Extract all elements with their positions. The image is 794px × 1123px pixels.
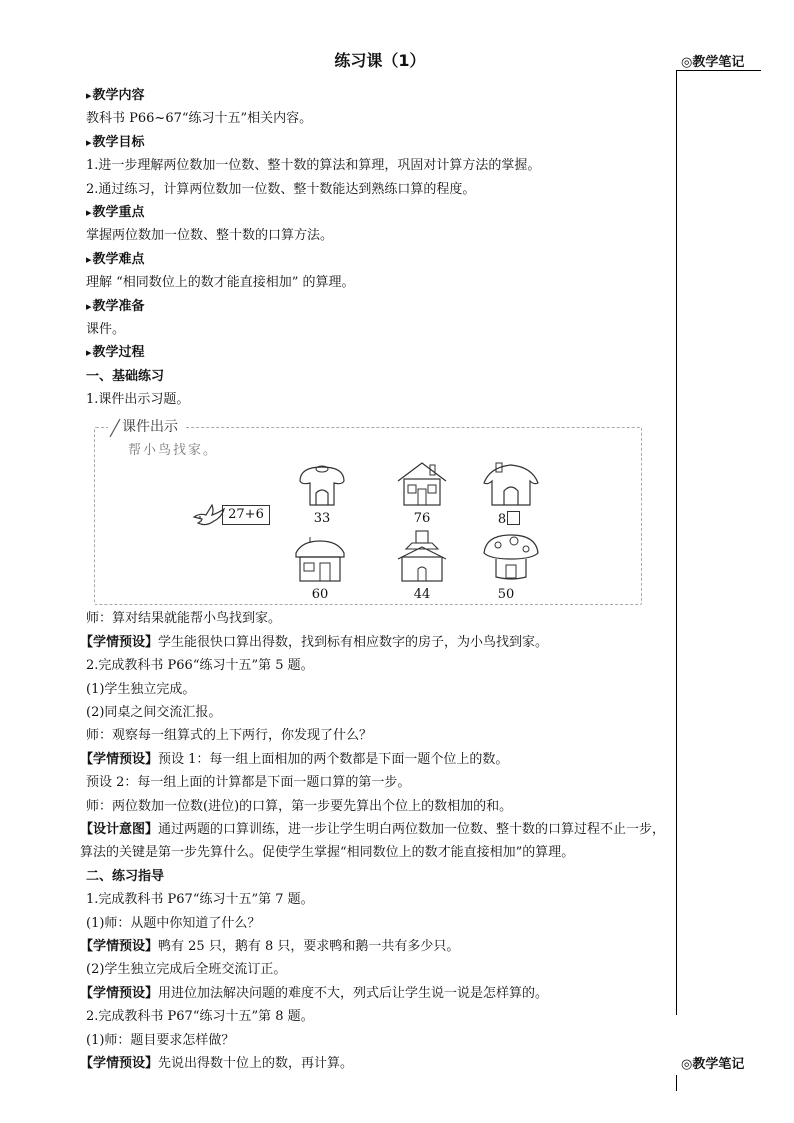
house-label-3 <box>474 511 544 527</box>
key-text: 掌握两位数加一位数、整十数的口算方法。 <box>86 228 334 244</box>
blank-box <box>507 511 520 525</box>
part2-heading: 二、练习指导 <box>86 868 165 884</box>
church-house-icon <box>394 529 450 583</box>
house-label-1: 33 <box>313 511 331 527</box>
prep-text: 课件。 <box>86 321 126 337</box>
mushroom-house-icon <box>294 461 350 507</box>
body-t1: 师：算对结果就能帮小鸟找到家。 <box>86 611 282 627</box>
body-t15-text: 用进位加法解决问题的难度不大，列式后让学生说一说是怎样算的。 <box>158 985 549 1001</box>
body-t11: 1.完成教科书 P67“练习十五”第 7 题。 <box>86 892 314 908</box>
body-t18-text: 先说出得数十位上的数，再计算。 <box>158 1055 354 1071</box>
spotted-mushroom-house-icon <box>480 531 542 581</box>
figure-tab <box>108 417 184 437</box>
tag-label: 【学情预设】 <box>80 634 159 650</box>
body-t13 <box>80 935 668 958</box>
body-t16: 2.完成教科书 P67“练习十五”第 8 题。 <box>86 1009 314 1025</box>
body-t10-text: 通过两题的口算训练，进一步让学生明白两位数加一位数、整十数的口算过程不止一步，算法的关键是第一步先算什么。促使学生掌握“相同数位上的数才能直接相加”的算理。 <box>80 821 666 861</box>
goal-1: 1.进一步理解两位数加一位数、整十数的算法和算理，巩固对计算方法的掌握。 <box>86 158 541 174</box>
figure-subtitle: 帮小鸟找家。 <box>128 443 219 459</box>
section-heading-prep: ▸ 教学准备 <box>86 295 668 318</box>
body-t4: (1)学生独立完成。 <box>86 681 196 697</box>
bird-icon <box>192 499 226 529</box>
teaching-notes-label: ◎教学笔记 <box>681 55 745 70</box>
snow-house-icon <box>480 459 542 507</box>
section-heading-content: ▸ 教学内容 <box>86 84 668 107</box>
notes-divider <box>676 70 677 1015</box>
exercise-figure <box>94 417 642 603</box>
body-t3: 2.完成教科书 P66“练习十五”第 5 题。 <box>86 658 314 674</box>
body-t12: (1)师：从题中你知道了什么？ <box>86 915 261 931</box>
cottage-house-icon <box>290 535 350 583</box>
goal-2: 2.通过练习，计算两位数加一位数、整十数能达到熟练口算的程度。 <box>86 181 476 197</box>
house-label-4: 60 <box>311 587 329 603</box>
gable-house-icon <box>394 459 450 507</box>
figure-tab-label: 课件出示 <box>122 419 178 436</box>
house-label-2: 76 <box>413 511 431 527</box>
notes-top-rule <box>676 70 761 71</box>
body-t10 <box>80 818 674 865</box>
body-t13-text: 鸭有 25 只，鹅有 8 只，要求鸭和鹅一共有多少只。 <box>158 938 460 954</box>
section-heading-process: ▸ 教学过程 <box>86 341 668 364</box>
body-t8: 预设 2：每一组上面的计算都是下面一题口算的第一步。 <box>86 775 411 791</box>
body-t6: 师：观察每一组算式的上下两行，你发现了什么？ <box>86 728 373 744</box>
tag-label: 【设计意图】 <box>80 821 159 837</box>
difficulty-text: 理解 “相同数位上的数才能直接相加” 的算理。 <box>86 275 355 291</box>
body-t2 <box>80 631 668 654</box>
section-heading-goal: ▸ 教学目标 <box>86 131 668 154</box>
tag-label: 【学情预设】 <box>80 938 159 954</box>
house-label-6: 50 <box>497 587 515 603</box>
body-t5: (2)同桌之间交流汇报。 <box>86 705 222 721</box>
content-text: 教科书 P66~67“练习十五”相关内容。 <box>86 111 313 127</box>
tag-label: 【学情预设】 <box>80 985 159 1001</box>
part1-item1: 1.课件出示习题。 <box>86 392 190 408</box>
tab-slash-icon <box>106 417 126 439</box>
body-t9: 师：两位数加一位数(进位)的口算，第一步要先算出个位上的数相加的和。 <box>86 798 513 814</box>
lesson-content <box>80 84 668 1075</box>
tag-label: 【学情预设】 <box>80 751 159 767</box>
notes-divider-bottom <box>676 1075 677 1091</box>
body-t2-text: 学生能很快口算出得数，找到标有相应数字的房子，为小鸟找到家。 <box>158 634 549 650</box>
section-heading-key: ▸ 教学重点 <box>86 201 668 224</box>
part1-heading: 一、基础练习 <box>86 368 165 384</box>
body-t17: (1)师：题目要求怎样做？ <box>86 1032 235 1048</box>
body-t7-text: 预设 1：每一组上面相加的两个数都是下面一题个位上的数。 <box>158 751 509 767</box>
teaching-notes-label-bottom: ◎教学笔记 <box>681 1057 745 1072</box>
tag-label: 【学情预设】 <box>80 1055 159 1071</box>
body-t18 <box>80 1052 668 1075</box>
body-t14: (2)学生独立完成后全班交流订正。 <box>86 962 287 978</box>
section-heading-difficulty: ▸ 教学难点 <box>86 248 668 271</box>
body-t15 <box>80 982 668 1005</box>
page-title: 练习课（1） <box>334 51 426 70</box>
expression-box: 27+6 <box>222 505 270 525</box>
house-label-5: 44 <box>413 587 431 603</box>
house-label-3-text: 8 <box>497 512 507 528</box>
body-t7 <box>80 748 668 771</box>
